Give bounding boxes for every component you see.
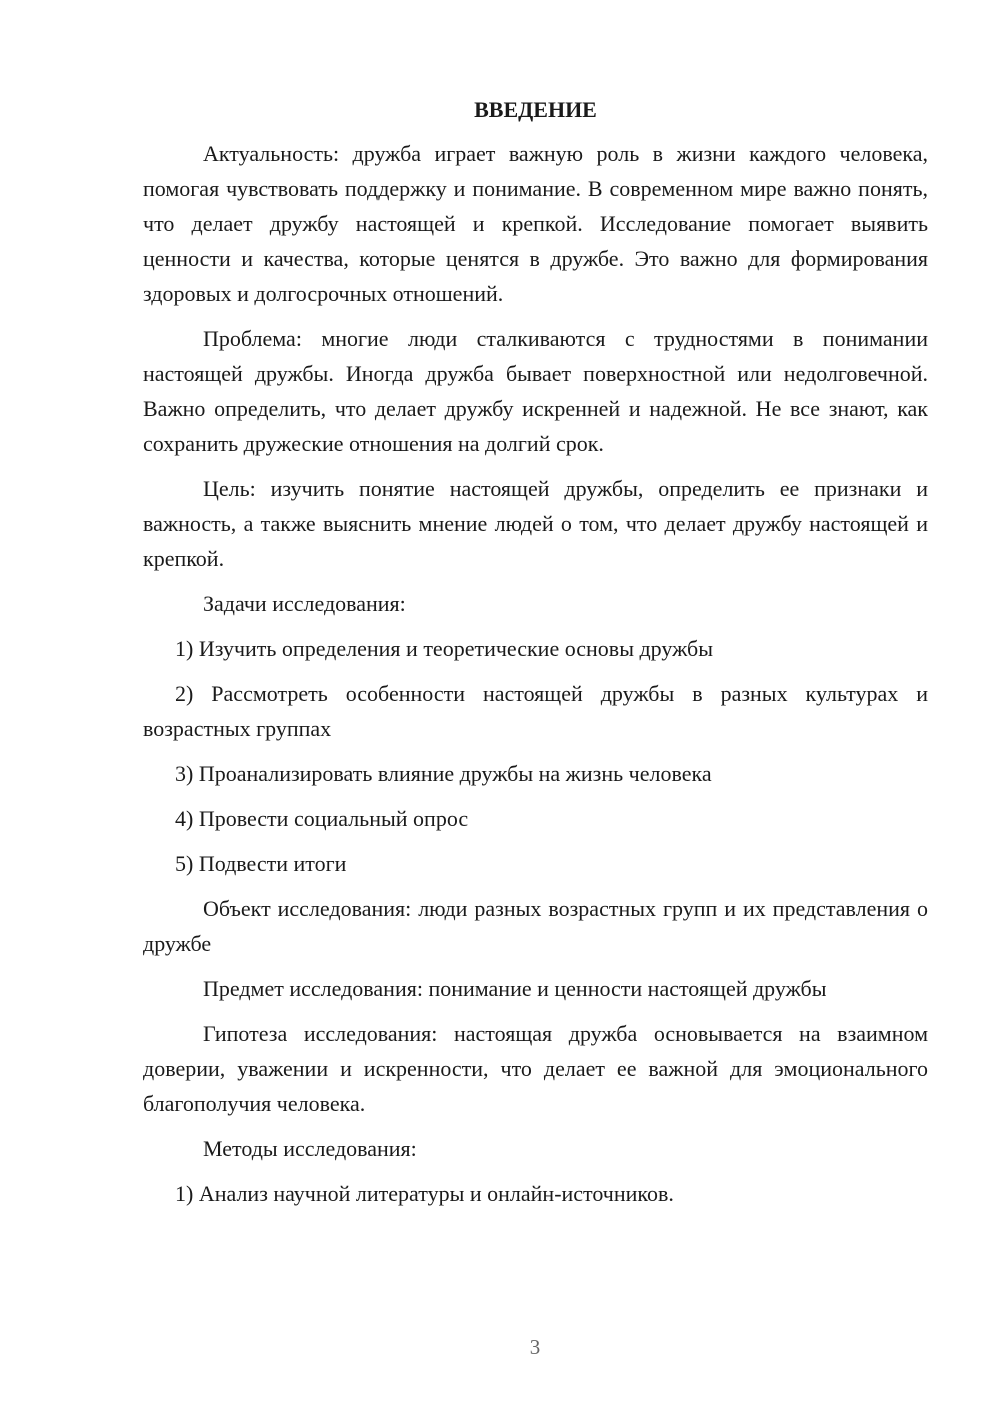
- hypothesis-paragraph: Гипотеза исследования: настоящая дружба основывается на взаимном доверии, уважении и искренности, что делает ее важной для эмоционального благополучия человека.: [143, 1021, 928, 1116]
- task-item: 2) Рассмотреть особенности настоящей дружбы в разных культурах и возрастных группах: [143, 681, 928, 741]
- problem-paragraph: Проблема: многие люди сталкиваются с трудностями в понимании настоящей дружбы. Иногда дружба бывает поверхностной или недолговечной. Важно определить, что делает дружбу искренней и надежной. Не все знают, как сохранить дружеские отношения на долгий срок.: [143, 326, 928, 456]
- goal-paragraph: Цель: изучить понятие настоящей дружбы, определить ее признаки и важность, а также выяснить мнение людей о том, что делает дружбу настоящей и крепкой.: [143, 476, 928, 571]
- page-body: [143, 90, 928, 1221]
- method-item: 1) Анализ научной литературы и онлайн-источников.: [175, 1181, 674, 1206]
- relevance-paragraph: Актуальность: дружба играет важную роль в жизни каждого человека, помогая чувствовать поддержку и понимание. В современном мире важно понять, что делает дружбу настоящей и крепкой. Исследование помогает выявить ценности и качества, которые ценятся в дружбе. Это важно для формирования здоровых и долгосрочных отношений.: [143, 141, 928, 306]
- task-item: 4) Провести социальный опрос: [175, 806, 469, 831]
- subject-paragraph: Предмет исследования: понимание и ценности настоящей дружбы: [203, 976, 827, 1001]
- page-title: ВВЕДЕНИЕ: [474, 97, 597, 122]
- task-item: 3) Проанализировать влияние дружбы на жизнь человека: [175, 761, 712, 786]
- object-paragraph: Объект исследования: люди разных возрастных групп и их представления о дружбе: [143, 896, 928, 956]
- tasks-heading: Задачи исследования:: [203, 591, 406, 616]
- methods-heading: Методы исследования:: [203, 1136, 417, 1161]
- page-number: 3: [529, 1335, 541, 1359]
- task-item: 1) Изучить определения и теоретические основы дружбы: [175, 636, 713, 661]
- task-item: 5) Подвести итоги: [175, 851, 347, 876]
